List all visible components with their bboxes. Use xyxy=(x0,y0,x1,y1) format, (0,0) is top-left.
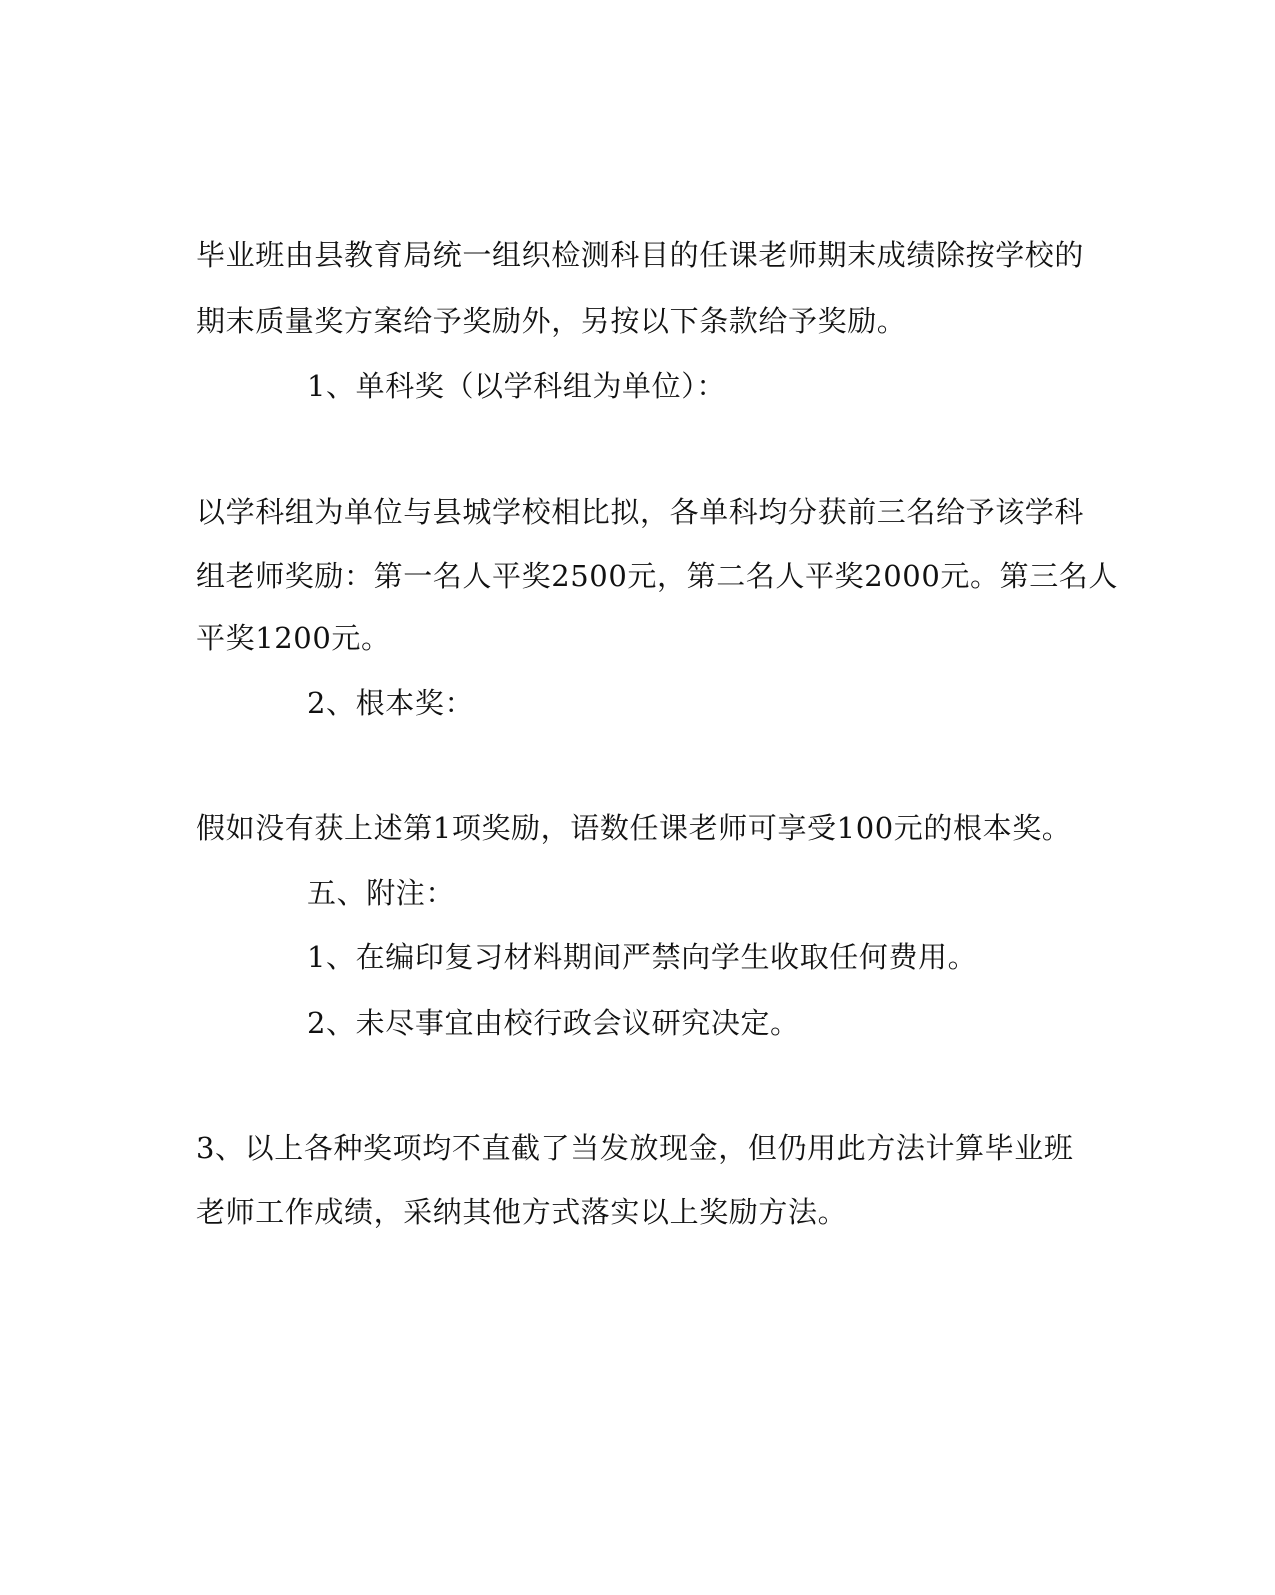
paragraph-line: 以学科组为单位与县城学校相比拟，各单科均分获前三名给予该学科 xyxy=(196,495,1085,529)
section-heading: 五、附注： xyxy=(307,876,456,910)
paragraph-line: 3、以上各种奖项均不直截了当发放现金，但仍用此方法计算毕业班 xyxy=(196,1131,1074,1165)
section-heading: 1、单科奖（以学科组为单位）： xyxy=(307,369,726,403)
list-item: 2、未尽事宜由校行政会议研究决定。 xyxy=(307,1006,800,1040)
paragraph-line: 毕业班由县教育局统一组织检测科目的任课老师期末成绩除按学校的 xyxy=(196,238,1085,272)
paragraph-line: 组老师奖励：第一名人平奖2500元，第二名人平奖2000元。第三名人 xyxy=(196,559,1119,593)
paragraph-line: 平奖1200元。 xyxy=(196,621,391,655)
paragraph-line: 假如没有获上述第1项奖励，语数任课老师可享受100元的根本奖。 xyxy=(196,811,1072,845)
section-heading: 2、根本奖： xyxy=(307,686,475,720)
paragraph-line: 期末质量奖方案给予奖励外，另按以下条款给予奖励。 xyxy=(196,304,907,338)
paragraph-line: 老师工作成绩，采纳其他方式落实以上奖励方法。 xyxy=(196,1195,848,1229)
list-item: 1、在编印复习材料期间严禁向学生收取任何费用。 xyxy=(307,940,978,974)
